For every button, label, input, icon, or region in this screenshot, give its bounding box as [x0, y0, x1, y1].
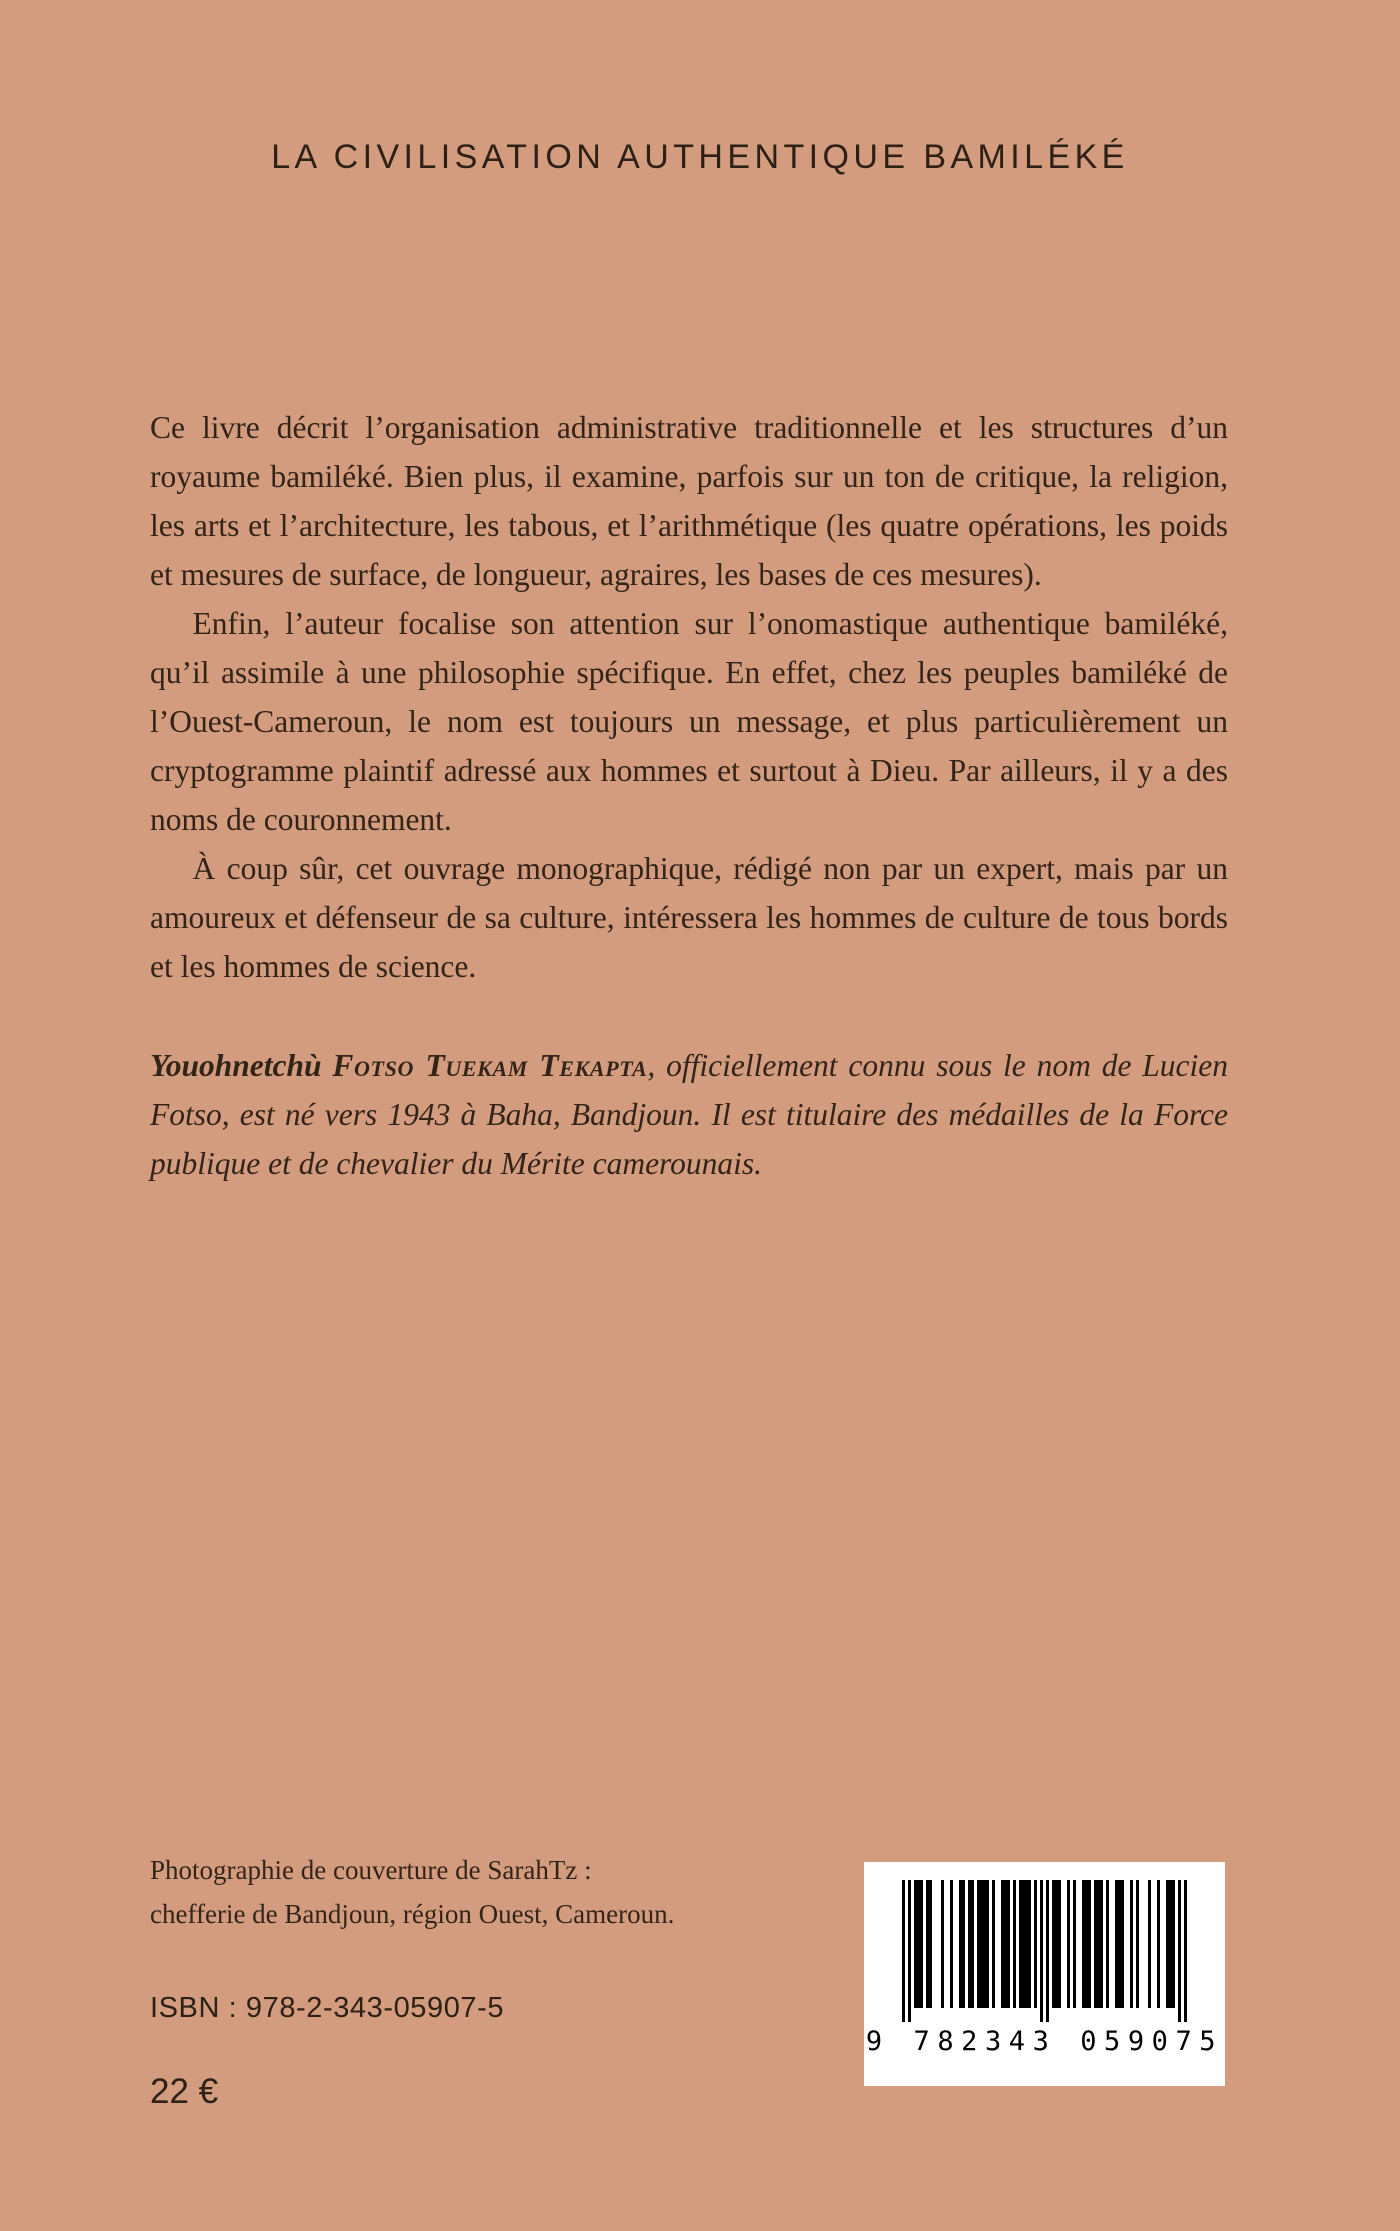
barcode-bar [1184, 1880, 1187, 2022]
photo-credit-line2: chefferie de Bandjoun, région Ouest, Cameroun. [150, 1899, 675, 1929]
synopsis-paragraph: Enfin, l’auteur focalise son attention sur l’onomastique authentique bamiléké, qu’il assimile à une philosophie spécifique. En effet, chez les peuples bamiléké de l’Ouest-Cameroun, le nom est toujours un message, et plus particulièrement un cryptogramme plaintif adressé aux hommes et surtout à Dieu. Par ailleurs, il y a des noms de couronnement. [150, 606, 1228, 837]
author-bio-text: , officiellement connu sous le nom de Lucien Fotso, est né vers 1943 à Baha, Bandjoun. Il est titulaire des médailles de la Force publique et de chevalier du Mérite camerounais. [150, 1048, 1228, 1181]
photo-credit [150, 1848, 674, 1936]
author-bio [150, 1041, 1228, 1188]
synopsis-paragraph: Ce livre décrit l’organisation administrative traditionnelle et les structures d’un royaume bamiléké. Bien plus, il examine, parfois sur un ton de critique, la religion, les arts et l’architecture, les tabous, et l’arithmétique (les quatre opérations, les poids et mesures de surface, de longueur, agraires, les bases de ces mesures). [150, 410, 1228, 592]
barcode-bars [902, 1880, 1187, 2022]
photo-credit-line1: Photographie de couverture de SarahTz : [150, 1855, 592, 1885]
synopsis [150, 403, 1228, 991]
book-title: LA CIVILISATION AUTHENTIQUE BAMILÉKÉ [271, 138, 1129, 176]
isbn-number: ISBN : 978-2-343-05907-5 [150, 1992, 505, 2024]
synopsis-paragraph: À coup sûr, cet ouvrage monographique, rédigé non par un expert, mais par un amoureux et défenseur de sa culture, intéressera les hommes de culture de tous bords et les hommes de science. [150, 851, 1228, 984]
author-given-name: Youohnetchù [150, 1048, 333, 1083]
barcode-digits: 9 782343 059075 [865, 2026, 1224, 2057]
author-surname: Fotso Tuekam Tekapta [332, 1048, 648, 1083]
price-label: 22 € [150, 2072, 219, 2111]
barcode-panel [864, 1862, 1225, 2086]
